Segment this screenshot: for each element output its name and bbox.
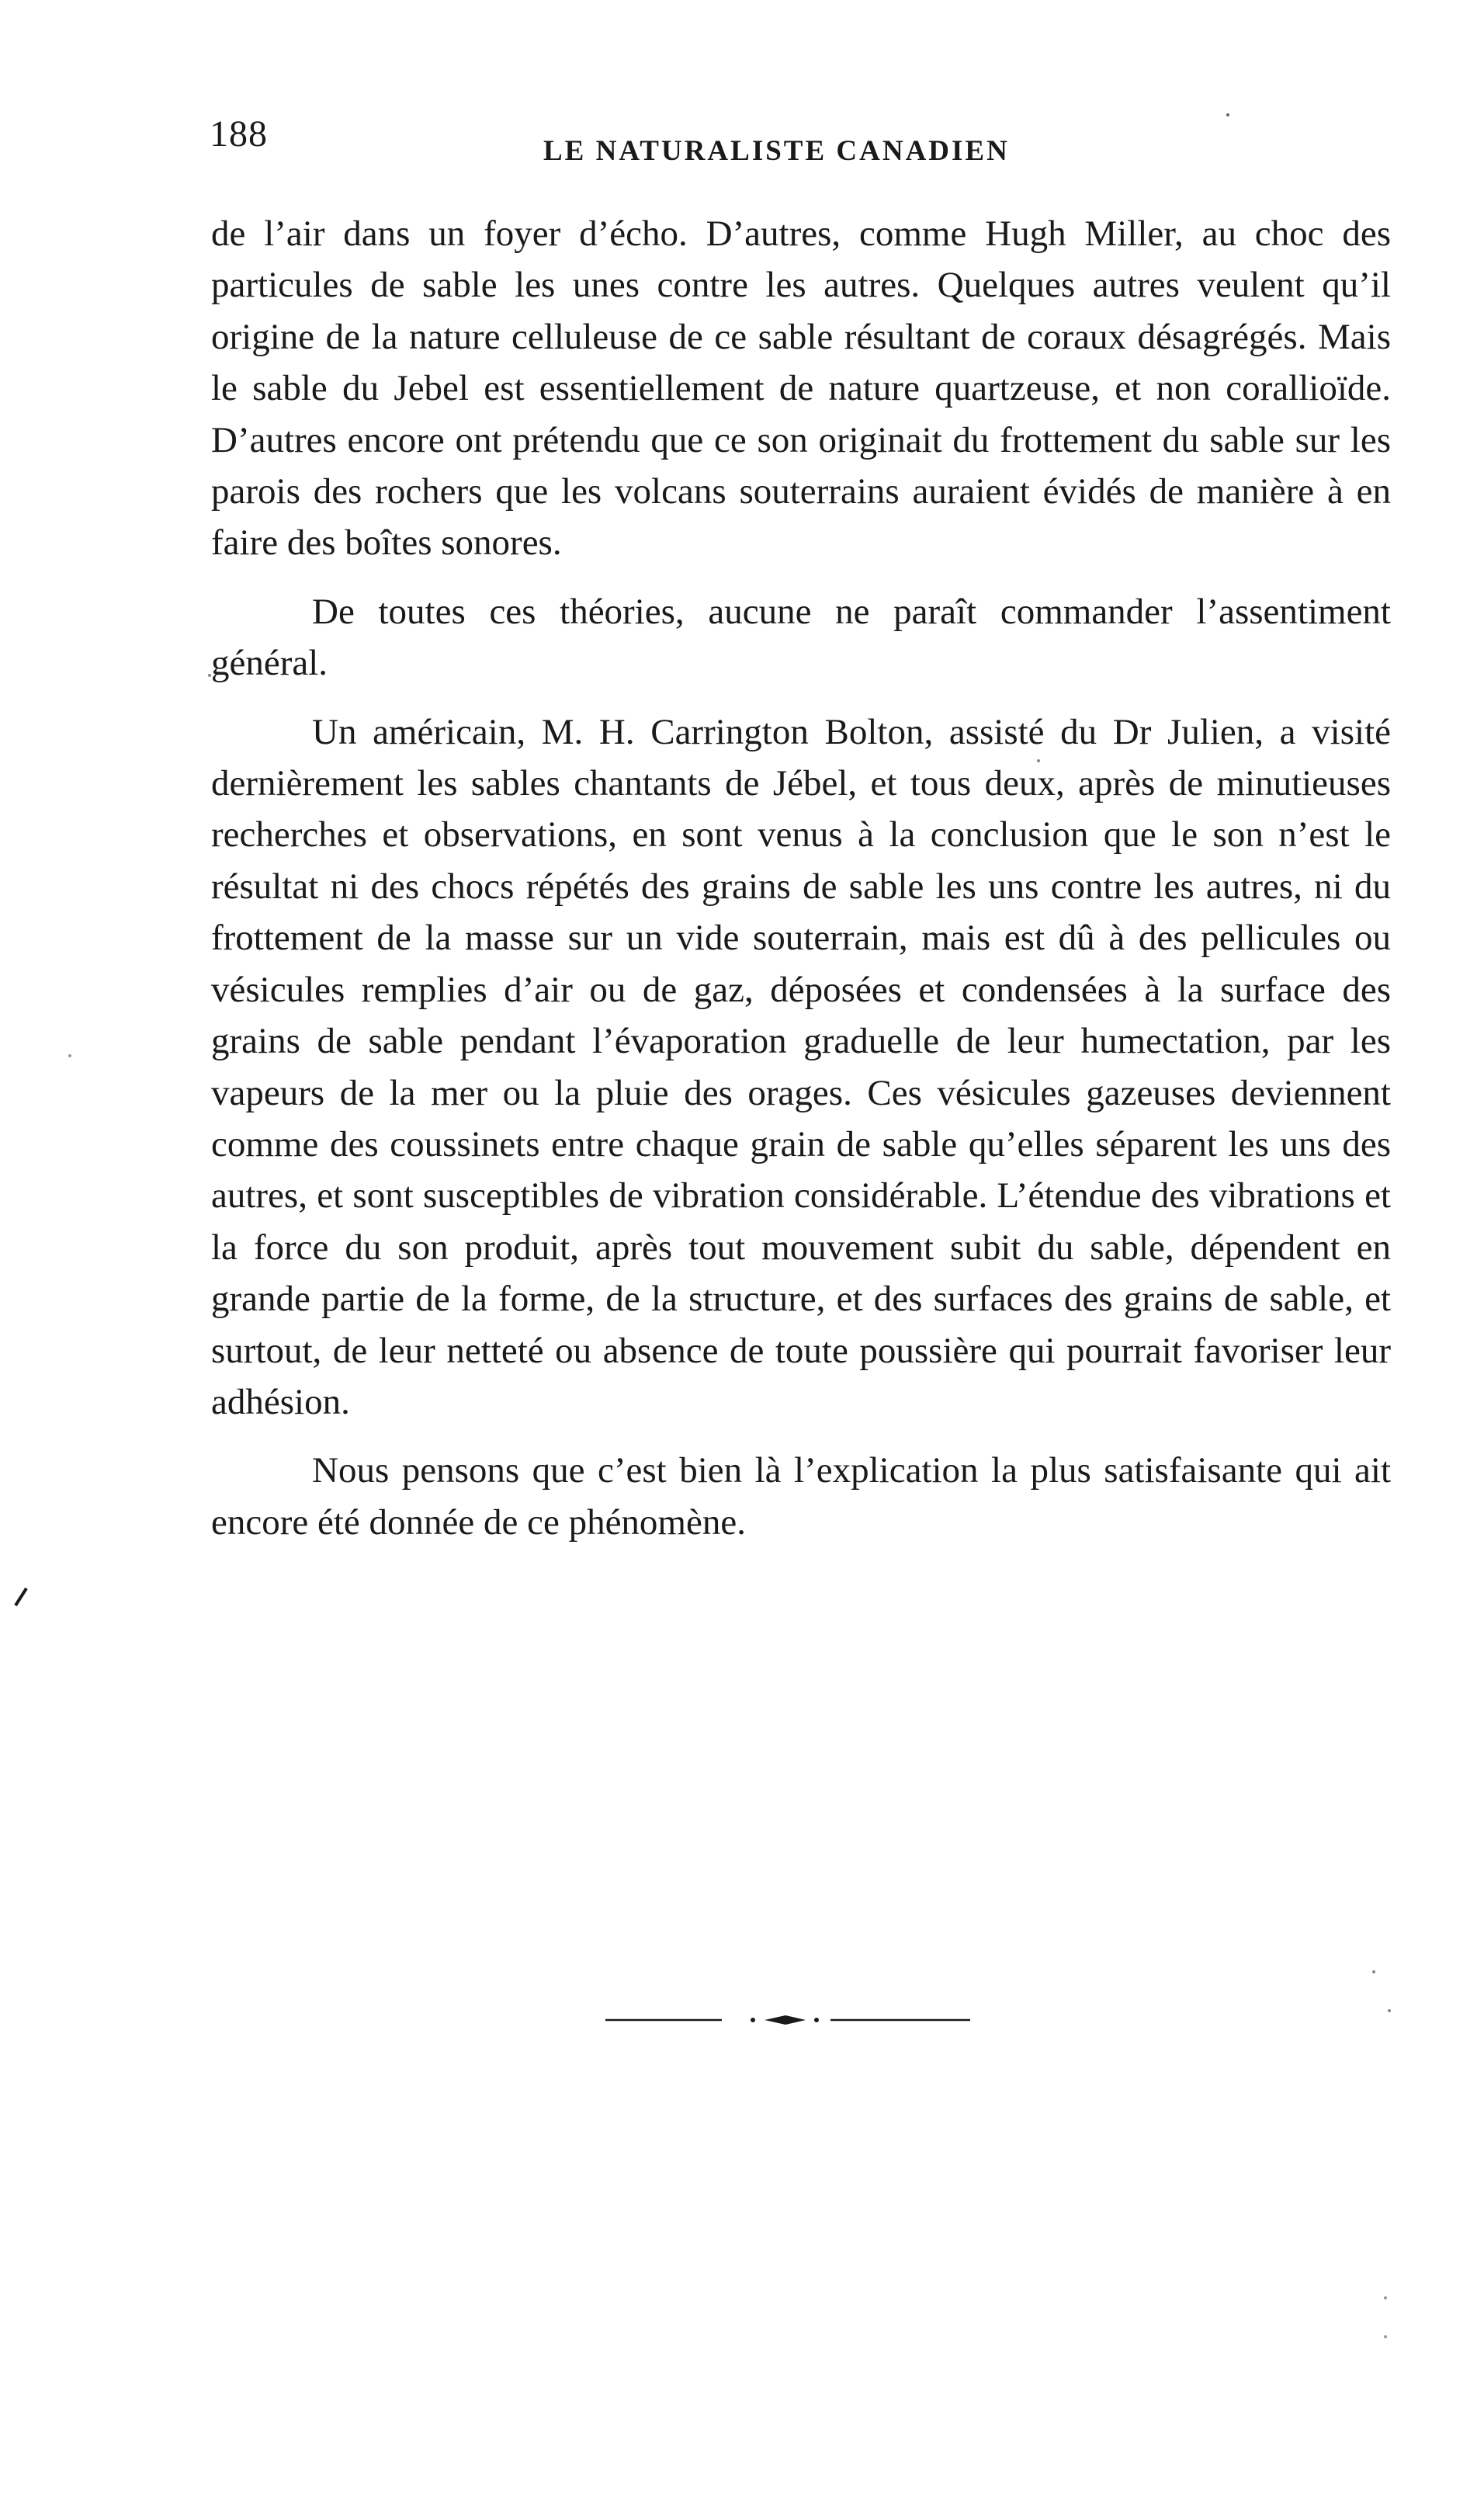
paragraph-continuation: de l’air dans un foyer d’écho. D’autres, comme Hugh Miller, au choc des particules de sable les unes contre les autres. Quelques autres veulent qu’il origine de la nature celluleuse de ce sable résultant de coraux désagrégés. Mais le sable du Jebel est essentiellement de nature quartzeuse, et non corallioïde. D’autres encore ont prétendu que ce son originait du frottement du sable sur les parois des rochers que les volcans souterrains auraient évidés de manière à en faire des boîtes sonores.	[211, 213, 1391, 564]
paragraph-theories: De toutes ces théories, aucune ne paraît commander l’assentiment général.	[211, 591, 1391, 684]
paragraph-conclusion: Nous pensons que c’est bien là l’explication la plus satisfaisante qui ait encore été donnée de ce phénomène.	[211, 1450, 1391, 1543]
page-number: 188	[210, 113, 268, 154]
page-header	[210, 113, 1397, 175]
section-divider-ornament	[605, 2011, 970, 2029]
body-text	[211, 208, 1391, 1548]
paragraph-bolton: Un américain, M. H. Carrington Bolton, assisté du Dr Julien, a visité dernièrement les sables chantants de Jébel, et tous deux, après de minutieuses recherches et observations, en sont venus à la conclusion que le son n’est le résultat ni des chocs répétés des grains de sable les uns contre les autres, ni du frottement de la masse sur un vide souterrain, mais est dû à des pellicules ou vésicules remplies d’air ou de gaz, déposées et condensées à la surface des grains de sable pendant l’évaporation graduelle de leur humectation, par les vapeurs de la mer ou la pluie des orages. Ces vésicules gazeuses deviennent comme des coussinets entre chaque grain de sable qu’elles séparent les uns des autres, et sont susceptibles de vibration considérable. L’étendue des vibrations et la force du son produit, après tout mouvement subit du sable, dépendent en grande partie de la forme, de la structure, et des surfaces des grains de sable, et surtout, de leur netteté ou absence de toute poussière qui pourrait favoriser leur adhésion.	[211, 711, 1391, 1422]
running-title: LE NATURALISTE CANADIEN	[543, 135, 1010, 167]
